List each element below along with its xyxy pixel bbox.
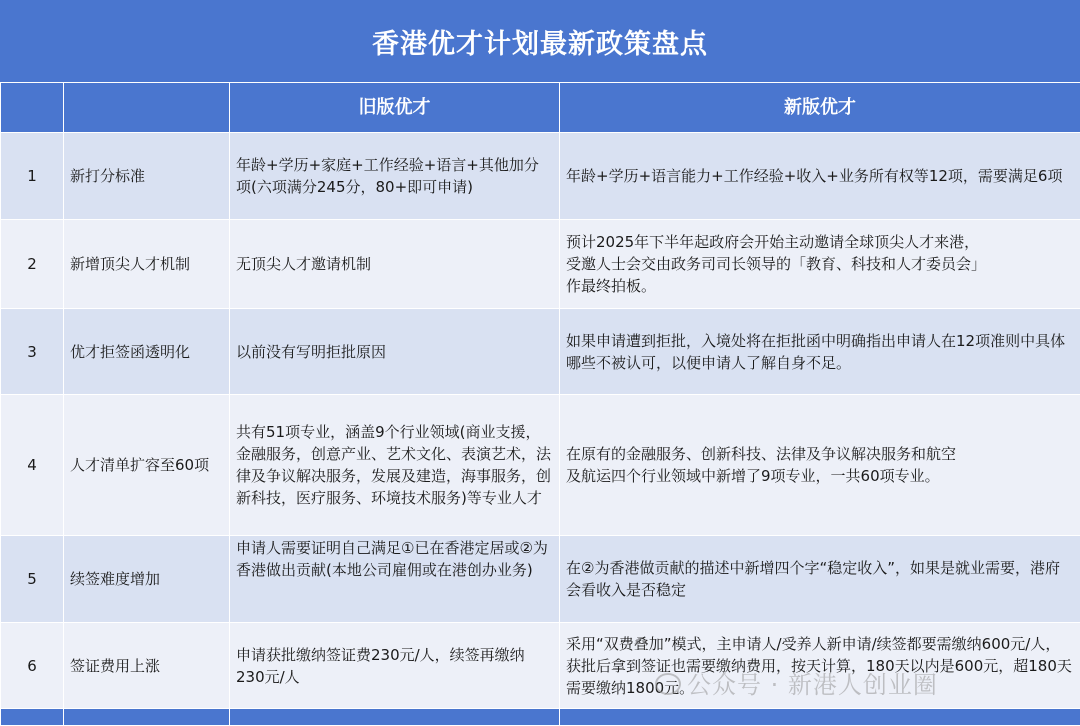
row-item: 新打分标准 [64,133,230,220]
row-item: 签证费用上涨 [64,623,230,709]
table-row [1,536,1080,623]
header-item [64,83,230,133]
watermark [655,665,938,700]
footer-cell [560,709,1080,726]
row-new: 采用“双费叠加”模式，主申请人/受养人新申请/续签都要需缴纳600元/人，获批后拿到签证也需要缴纳费用，按天计算，180天以内是600元，超180天需要缴纳1800元。 [560,623,1080,709]
footer-cell [64,709,230,726]
row-old: 申请获批缴纳签证费230元/人，续签再缴纳230元/人 [230,623,560,709]
row-number: 1 [1,133,64,220]
row-number: 4 [1,395,64,536]
row-old: 无顶尖人才邀请机制 [230,220,560,309]
row-old: 共有51项专业，涵盖9个行业领域(商业支援，金融服务，创意产业、艺术文化、表演艺术，法律及争议解决服务，发展及建造，海事服务，创新科技，医疗服务、环境技术服务)等专业人才 [230,395,560,536]
table-row [1,309,1080,395]
row-new: 年龄+学历+语言能力+工作经验+收入+业务所有权等12项，需要满足6项 [560,133,1080,220]
header-num [1,83,64,133]
row-number: 6 [1,623,64,709]
page-title: 香港优才计划最新政策盘点 [0,0,1080,82]
row-old [230,536,560,623]
row-number: 5 [1,536,64,623]
header-row [1,83,1080,133]
row-number: 2 [1,220,64,309]
header-old: 旧版优才 [230,83,560,133]
table-row [1,133,1080,220]
row-new: 预计2025年下半年起政府会开始主动邀请全球顶尖人才来港，受邀人士会交由政务司司长领导的「教育、科技和人才委员会」作最终拍板。 [560,220,1080,309]
row-number: 3 [1,309,64,395]
row-new: 如果申请遭到拒批，入境处将在拒批函中明确指出申请人在12项准则中具体哪些不被认可，以便申请人了解自身不足。 [560,309,1080,395]
row-item: 续签难度增加 [64,536,230,623]
wechat-icon [655,673,681,695]
row-item: 新增顶尖人才机制 [64,220,230,309]
header-new: 新版优才 [560,83,1080,133]
row-new: 在原有的金融服务、创新科技、法律及争议解决服务和航空及航运四个行业领域中新增了9项专业，一共60项专业。 [560,395,1080,536]
footer-cell [1,709,64,726]
row-item: 优才拒签函透明化 [64,309,230,395]
row-item: 人才清单扩容至60项 [64,395,230,536]
row-old-text: 申请人需要证明自己满足①已在香港定居或②为香港做出贡献(本地公司雇佣或在港创办业务) [236,537,553,621]
row-old: 年龄+学历+家庭+工作经验+语言+其他加分项(六项满分245分，80+即可申请) [230,133,560,220]
footer-cell [230,709,560,726]
watermark-text: 公众号 · 新港人创业圈 [687,671,938,699]
row-old: 以前没有写明拒批原因 [230,309,560,395]
table-row [1,395,1080,536]
footer-row [1,709,1080,726]
table-row [1,220,1080,309]
policy-table [0,82,1080,726]
row-new: 在②为香港做贡献的描述中新增四个字“稳定收入”，如果是就业需要，港府会看收入是否稳定 [560,536,1080,623]
